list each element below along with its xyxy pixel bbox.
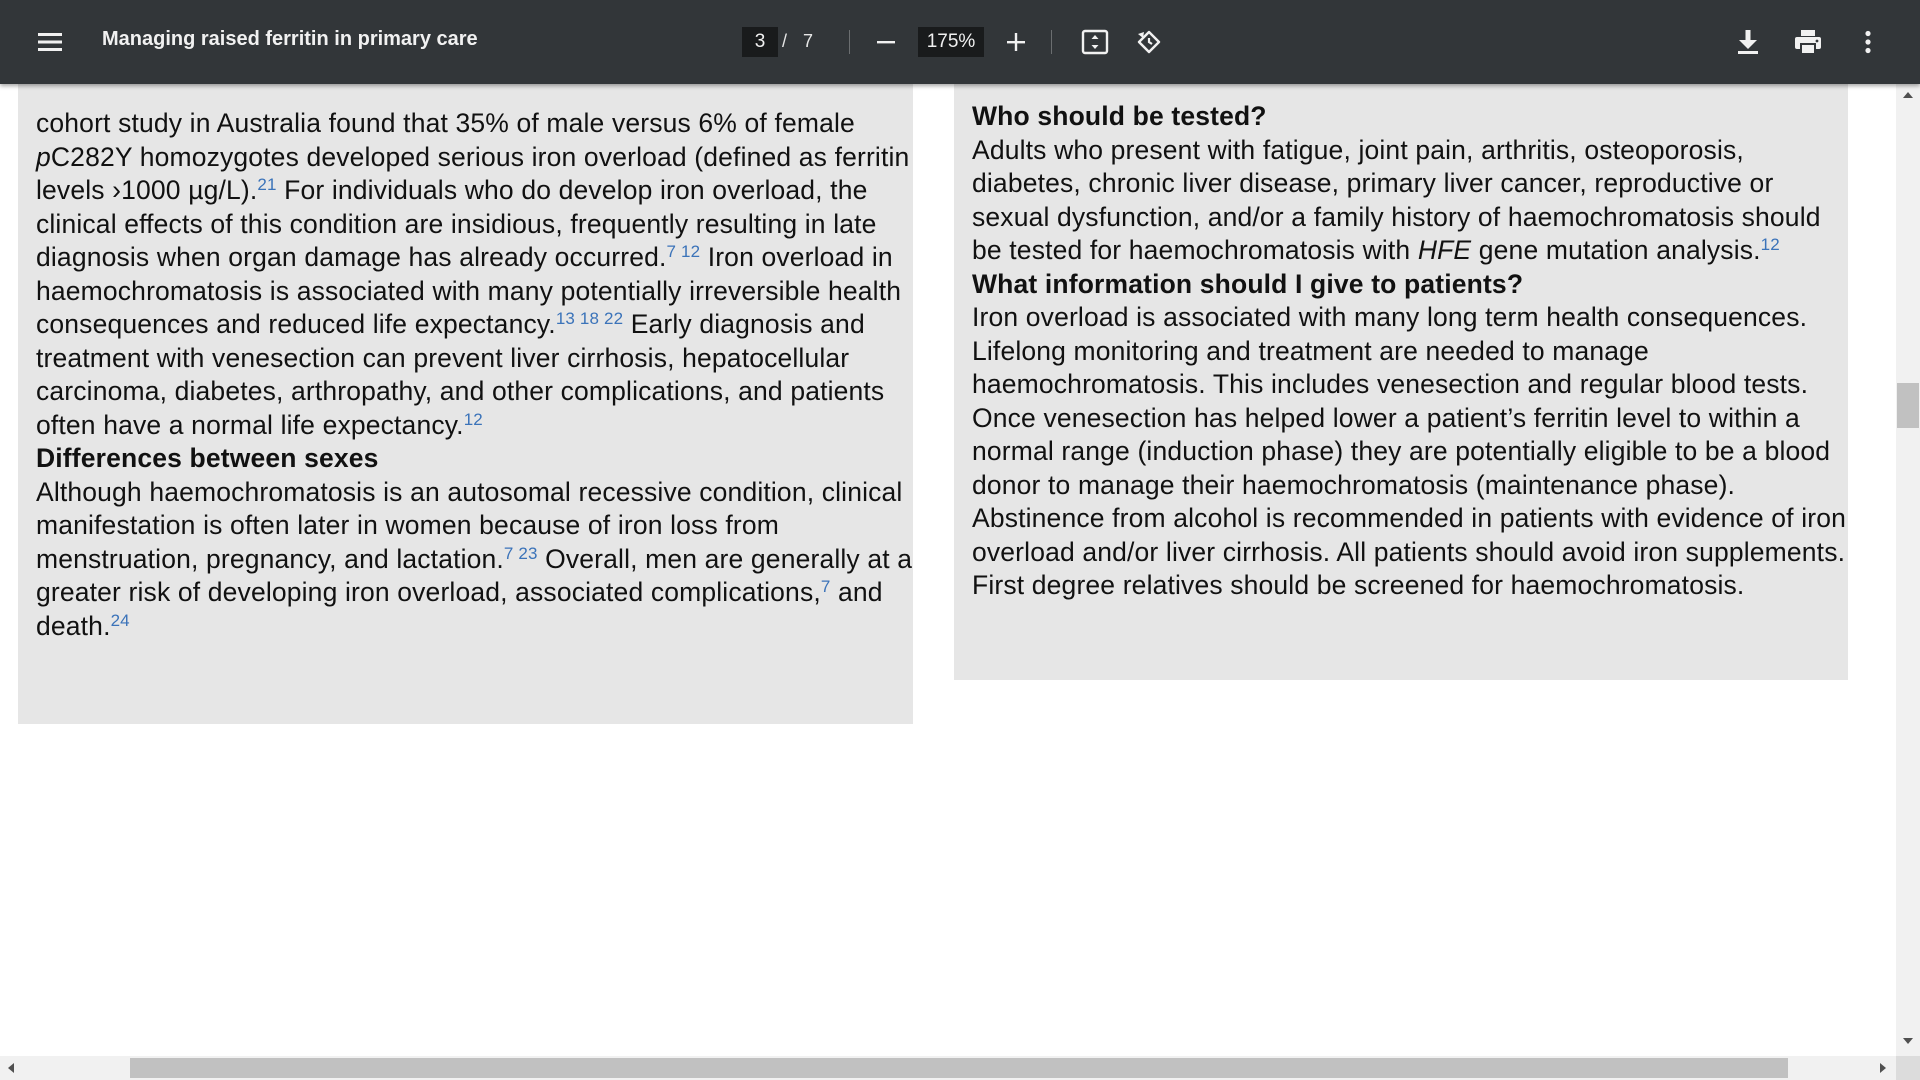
rotate-icon xyxy=(1134,27,1164,57)
reference-link[interactable]: 12 xyxy=(1760,235,1780,254)
text-run: C282Y homozygotes developed serious iron overload (defined as ferritin levels ›1000 µg/L). xyxy=(36,141,910,205)
print-button[interactable] xyxy=(1788,22,1828,62)
menu-button[interactable] xyxy=(30,22,70,62)
download-icon xyxy=(1736,29,1760,55)
zoom-level-input[interactable]: 175% xyxy=(918,27,984,57)
reference-link[interactable]: 21 xyxy=(257,175,277,194)
text-run: Iron overload in haemochromatosis is associated with many potentially irreversible health consequences and reduced life expectancy. xyxy=(36,242,902,339)
reference-link[interactable]: 24 xyxy=(110,610,130,630)
menu-icon xyxy=(37,31,63,53)
zoom-out-button[interactable] xyxy=(866,22,906,62)
right-column-content xyxy=(972,100,1847,603)
reference-link[interactable]: 7 xyxy=(820,577,831,596)
heading-differences-between-sexes: Differences between sexes xyxy=(36,443,379,473)
print-icon xyxy=(1794,29,1822,55)
rotate-button[interactable] xyxy=(1129,22,1169,62)
page-number-input[interactable]: 3 xyxy=(742,27,778,57)
scroll-left-arrow-icon[interactable] xyxy=(8,1063,14,1073)
toolbar-divider xyxy=(1051,30,1052,54)
paragraph-iron-overload xyxy=(36,107,916,442)
text-run: Adults who present with fatigue, joint pain, arthritis, osteoporosis, diabetes, chronic liver disease, primary liver cancer, reproductive or sexual dysfunction, and/or a family history of haemochromatosis should be tested for haemochromatosis with xyxy=(972,134,1821,265)
toolbar-divider xyxy=(849,30,850,54)
reference-link[interactable]: 7 12 xyxy=(666,242,701,261)
document-viewer[interactable] xyxy=(0,84,1896,1056)
vertical-scrollbar-thumb[interactable] xyxy=(1897,383,1919,428)
document-title: Managing raised ferritin in primary care xyxy=(102,28,478,50)
fit-page-icon xyxy=(1081,29,1109,55)
page-total: 7 xyxy=(803,31,814,51)
zoom-in-icon xyxy=(1005,31,1027,53)
reference-link[interactable]: 13 18 22 xyxy=(555,309,624,328)
paragraph-sexes xyxy=(36,476,916,644)
text-run: Early diagnosis and treatment with venesection can prevent liver cirrhosis, hepatocellular carcinoma, diabetes, arthropathy, and other complications, and patients often have a normal life expectancy. xyxy=(36,309,885,440)
paragraph-patient-information: Iron overload is associated with many long term health consequences. Lifelong monitoring and treatment are needed to manage haemochromatosis. This includes venesection and regular blood tests. Once venesection has helped lower a patient’s ferritin level to within a normal range (induction phase) they are potentially eligible to be a blood donor to manage their haemochromatosis (maintenance phase). Abstinence from alcohol is recommended in patients with evidence of iron overload and/or liver cirrhosis. All patients should avoid iron supplements. First degree relatives should be screened for haemochromatosis. xyxy=(972,302,1846,600)
text-box-right xyxy=(954,84,1848,680)
page-separator: / xyxy=(782,31,788,51)
horizontal-scrollbar-thumb[interactable] xyxy=(130,1058,1788,1078)
fit-to-page-button[interactable] xyxy=(1075,22,1115,62)
text-run-italic: p xyxy=(36,141,51,172)
scroll-down-arrow-icon[interactable] xyxy=(1903,1038,1913,1044)
text-run: cohort study in Australia found that 35% of male versus 6% of female xyxy=(36,108,855,138)
vertical-scrollbar[interactable] xyxy=(1896,84,1920,1056)
scroll-right-arrow-icon[interactable] xyxy=(1880,1063,1886,1073)
heading-patient-information: What information should I give to patients? xyxy=(972,268,1524,299)
pdf-toolbar xyxy=(0,0,1920,84)
scrollbar-corner xyxy=(1896,1056,1920,1080)
zoom-in-button[interactable] xyxy=(996,22,1036,62)
zoom-out-icon xyxy=(875,31,897,53)
text-run: Overall, men are generally at a greater risk of developing iron overload, associated complications, xyxy=(36,543,913,607)
paragraph-testing xyxy=(972,134,1847,268)
left-column-content xyxy=(36,107,916,643)
reference-link[interactable]: 7 23 xyxy=(503,543,538,563)
scroll-up-arrow-icon[interactable] xyxy=(1903,92,1913,98)
text-box-left xyxy=(18,84,913,724)
text-run-italic: HFE xyxy=(1417,235,1472,265)
more-icon xyxy=(1864,30,1872,54)
text-run: and death. xyxy=(36,577,883,641)
download-button[interactable] xyxy=(1728,22,1768,62)
text-run: gene mutation analysis. xyxy=(1471,235,1761,265)
heading-who-should-be-tested: Who should be tested? xyxy=(972,101,1267,131)
text-run: For individuals who do develop iron overload, the clinical effects of this condition are insidious, frequently resulting in late diagnosis when organ damage has already occurred. xyxy=(36,175,877,272)
text-run: Although haemochromatosis is an autosomal recessive condition, clinical manifestation is often later in women because of iron loss from menstruation, pregnancy, and lactation. xyxy=(36,476,903,574)
more-options-button[interactable] xyxy=(1848,22,1888,62)
reference-link[interactable]: 12 xyxy=(463,409,483,429)
